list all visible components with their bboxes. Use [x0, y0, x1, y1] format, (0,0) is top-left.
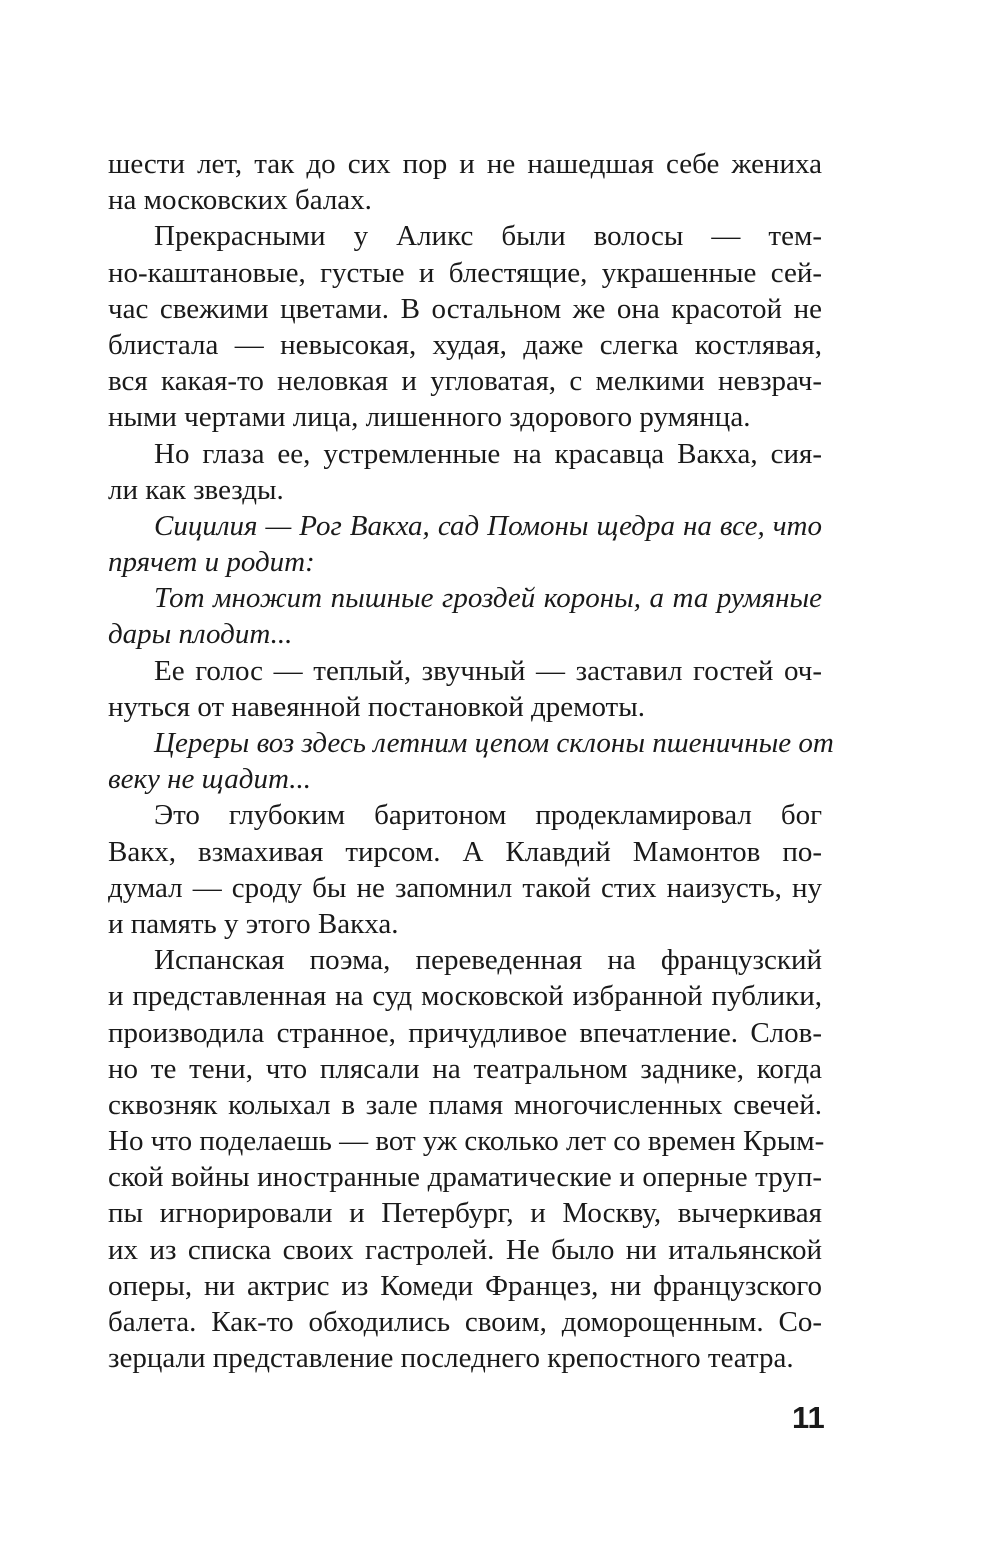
text-line: зерцали представление последнего крепостного театра. [108, 1342, 794, 1375]
text-line: Испанская поэма, переведенная на французский [154, 944, 822, 977]
verse-line: Цереры воз здесь летним цепом склоны пшеничные от [154, 727, 834, 759]
text-line: производила странное, причудливое впечатление. Слов- [108, 1016, 822, 1049]
text-line: сквозняк колыхал в зале пламя многочисленных свечей. [108, 1088, 822, 1121]
verse-line: дары плодит... [108, 618, 293, 651]
text-line: Это глубоким баритоном продекламировал бог [154, 799, 822, 832]
text-line: нуться от навеянной постановкой дремоты. [108, 690, 645, 723]
page-number: 11 [792, 1400, 825, 1435]
text-line: час свежими цветами. В остальном же она красотой не [108, 292, 822, 325]
text-line: и представленная на суд московской избранной публики, [108, 980, 822, 1013]
text-line: Но что поделаешь — вот уж сколько лет со времен Крым- [108, 1125, 825, 1158]
text-line: пы игнорировали и Петербург, и Москву, вычеркивая [108, 1197, 822, 1230]
page-text [108, 146, 834, 1376]
text-line: и память у этого Вакха. [108, 907, 399, 940]
verse-line: прячет и родит: [108, 546, 315, 579]
text-line: Ее голос — теплый, звучный — заставил гостей оч- [154, 654, 822, 687]
text-line: Вакх, взмахивая тирсом. А Клавдий Мамонтов по- [108, 835, 822, 868]
text-line: Но глаза ее, устремленные на красавца Вакха, сия- [154, 437, 822, 470]
text-line: оперы, ни актрис из Комеди Францез, ни французского [108, 1269, 822, 1302]
text-line: думал — сроду бы не запомнил такой стих наизусть, ну [108, 871, 822, 904]
text-line: вся какая-то неловкая и угловатая, с мелкими невзрач- [108, 365, 822, 398]
verse-line: Тот множит пышные гроздей короны, а та румяные [154, 582, 822, 615]
text-line: шести лет, так до сих пор и не нашедшая себе жениха [108, 148, 822, 180]
text-line: ными чертами лица, лишенного здорового румянца. [108, 401, 751, 434]
text-line: но те тени, что плясали на театральном заднике, когда [108, 1052, 822, 1085]
text-line: но-каштановые, густые и блестящие, украшенные сей- [108, 256, 822, 289]
text-line: блистала — невысокая, худая, даже слегка костлявая, [108, 328, 822, 361]
text-line: Прекрасными у Аликс были волосы — тем- [154, 220, 822, 253]
text-line: на московских балах. [108, 184, 372, 217]
text-line: ли как звезды. [108, 473, 284, 506]
verse-line: веку не щадит... [108, 763, 311, 796]
verse-line: Сицилия — Рог Вакха, сад Помоны щедра на все, что [154, 509, 822, 542]
text-line: ской войны иностранные драматические и оперные труп- [108, 1161, 822, 1194]
text-line: балета. Как-то обходились своим, доморощенным. Со- [108, 1306, 822, 1338]
text-line: их из списка своих гастролей. Не было ни итальянской [108, 1233, 822, 1266]
